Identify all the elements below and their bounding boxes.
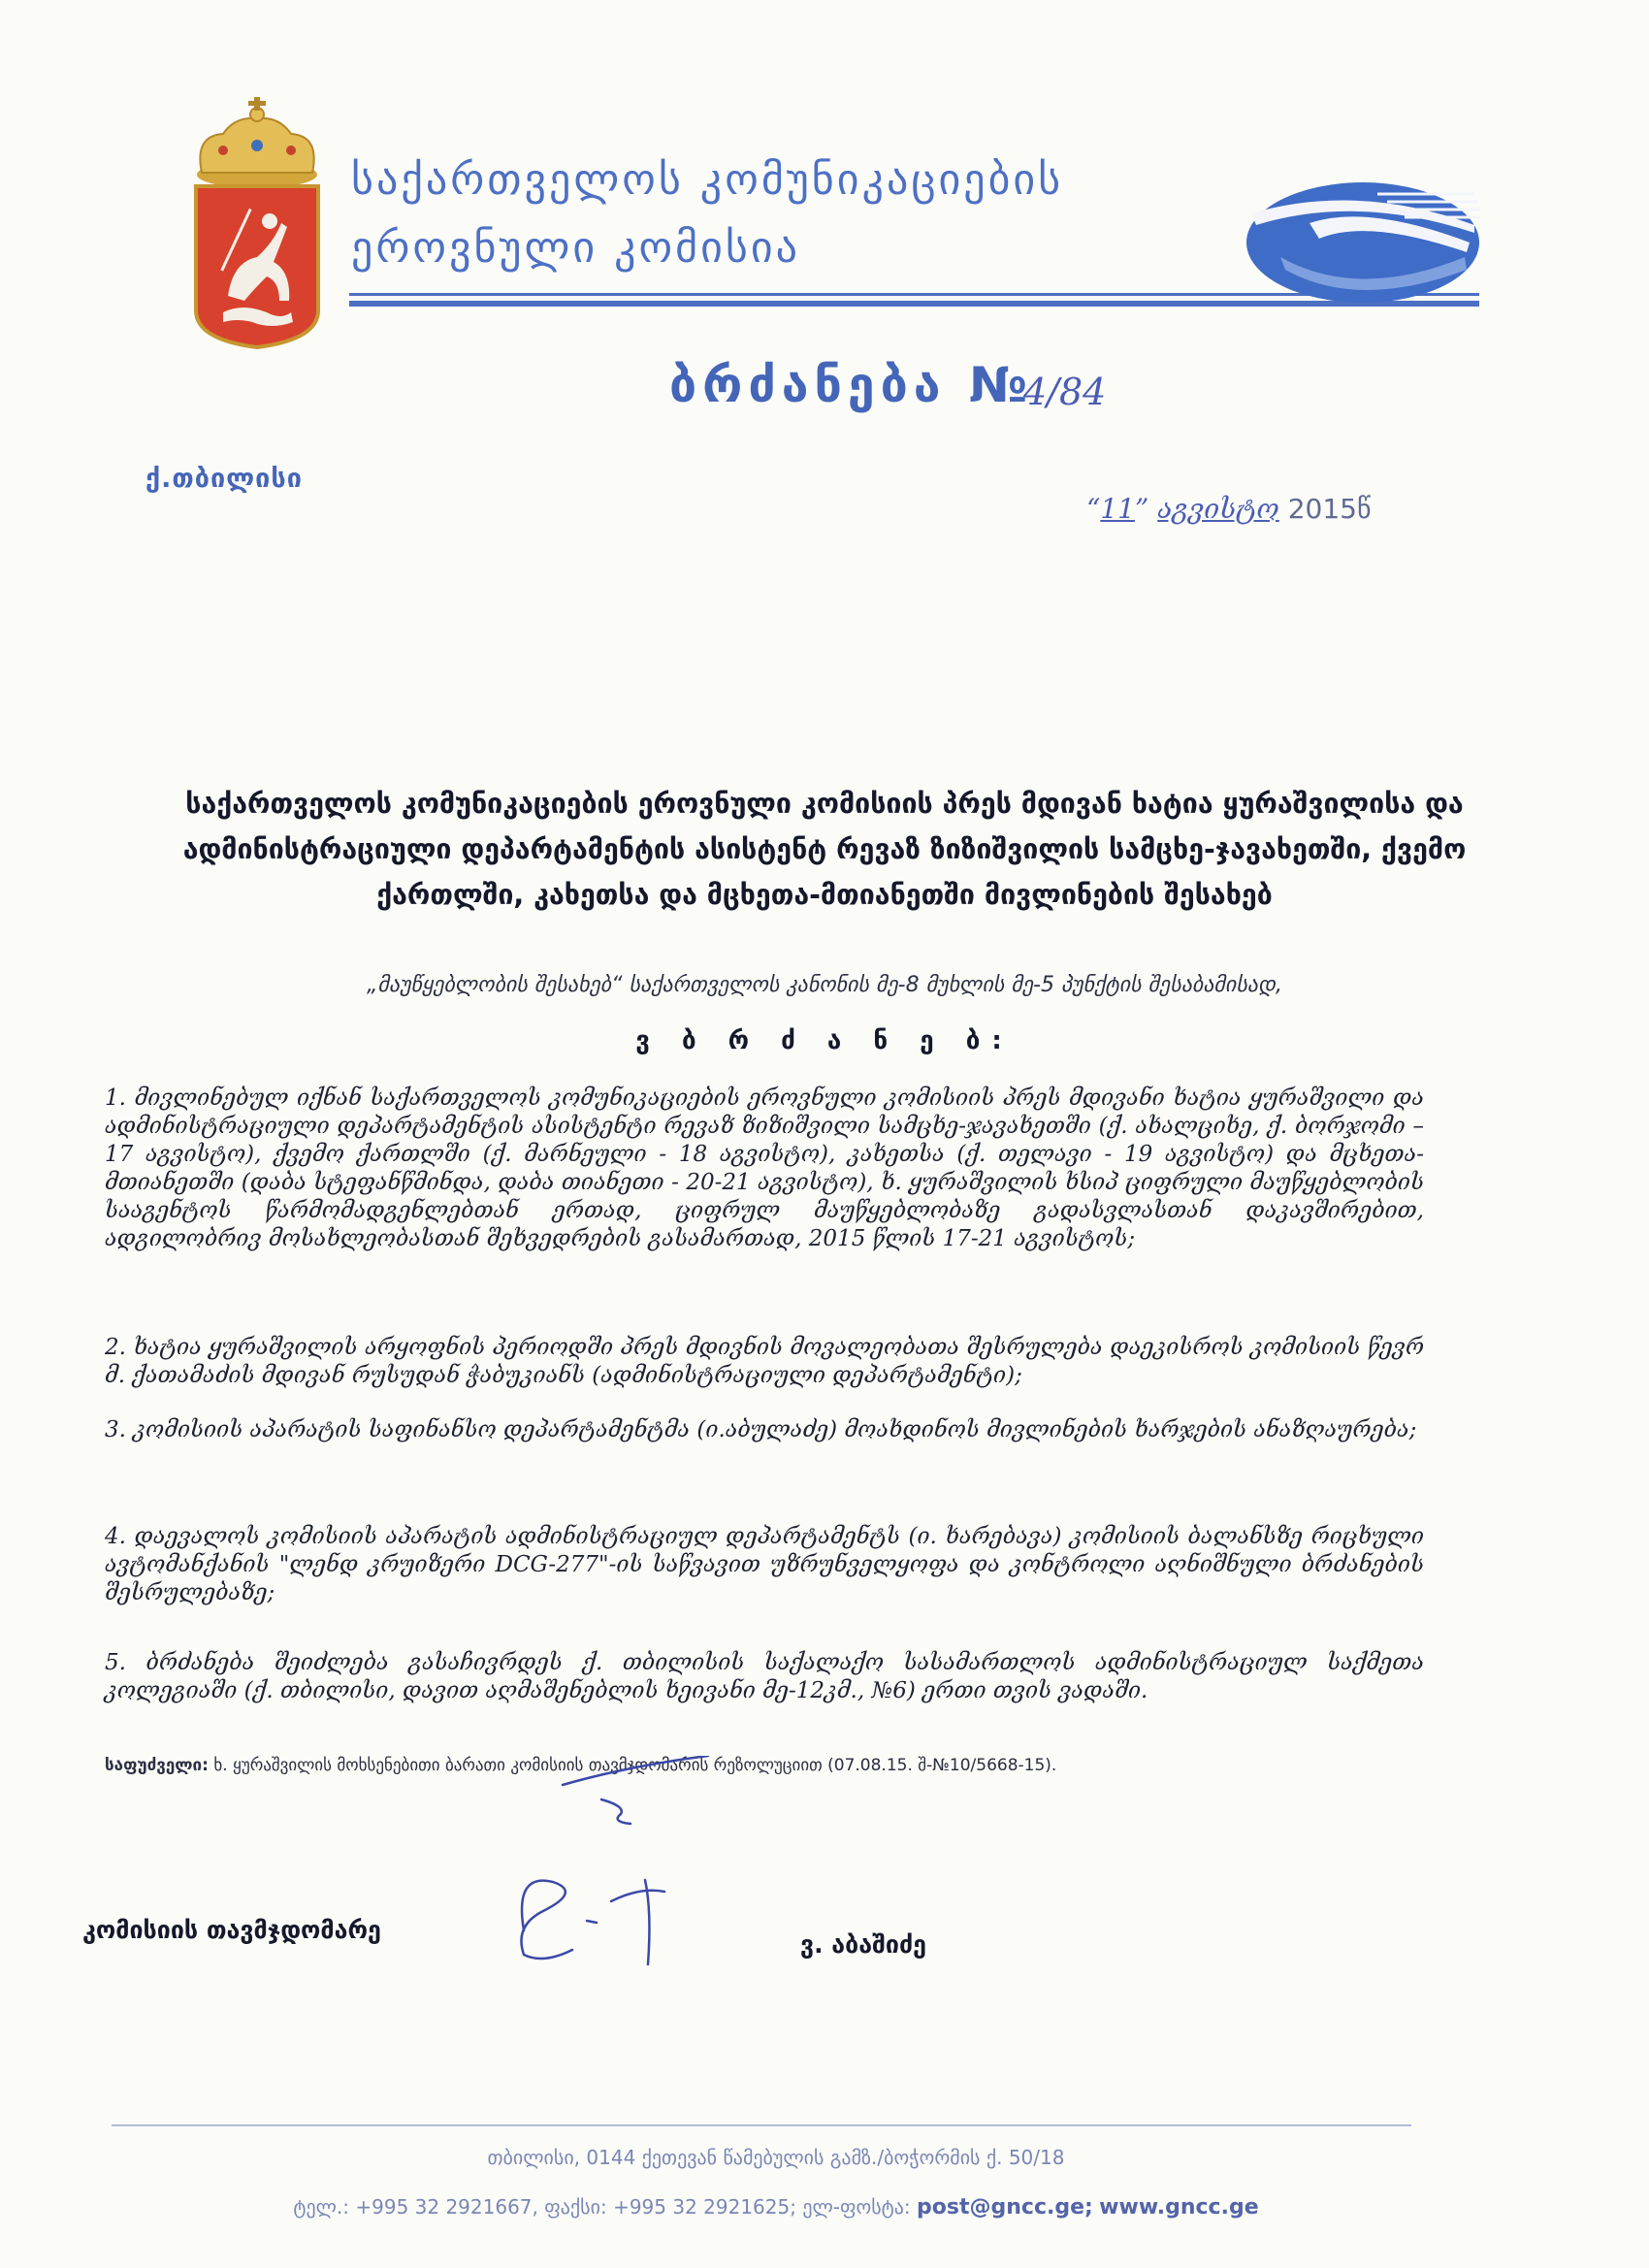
heading-line-3: ქართლში, კახეთსა და მცხეთა-მთიანეთში მივლინების შესახებ [376, 879, 1273, 911]
footer-address: თბილისი, 0144 ქეთევან წამებულის გამზ./ბოჭორმის ქ. 50/18 [487, 2146, 1065, 2169]
order-word: ვ ბ რ ძ ა ნ ე ბ: [635, 1026, 1014, 1055]
date-month: აგვისტო [1157, 493, 1279, 525]
city-label: ქ.თბილისი [146, 464, 303, 494]
heading-line-1: საქართველოს კომუნიკაციების ეროვნული კომისიის პრეს მდივან ხატია ყურაშვილისა და [185, 788, 1464, 820]
footer-contacts [146, 2195, 1406, 2219]
date-close-quote: ” [1134, 493, 1149, 525]
fax-label: ფაქსი: [544, 2195, 607, 2219]
order-item-3: 3. კომისიის აპარატის საფინანსო დეპარტამენტმა (ი.აბულაძე) მოახდინოს მივლინების ხარჯების ანაზღაურება; [105, 1417, 1417, 1442]
legal-basis: „მაუწყებლობის შესახებ“ საქართველოს კანონის მე-8 მუხლის მე-5 პუნქტის შესაბამისად, [367, 973, 1282, 997]
handwritten-signature [485, 1756, 776, 1998]
email-link[interactable]: post@gncc.ge; [917, 2195, 1093, 2219]
chairman-title: კომისიის თავმჯდომარე [82, 1916, 381, 1944]
website-link[interactable]: www.gncc.ge [1099, 2195, 1259, 2219]
date-open-quote: “ [1086, 493, 1101, 525]
phone-number: +995 32 2921667, [355, 2195, 538, 2219]
order-item-5: 5. ბრძანება შეიძლება გასაჩივრდეს ქ. თბილისის საქალაქო სასამართლოს ადმინისტრაციულ საქმეთა კოლეგიაში (ქ. თბილისი, დავით აღმაშენებლის ხეივანი მე-12კმ., №6) ერთი თვის ვადაში. [105, 1650, 1424, 1703]
fax-number: +995 32 2921625; [613, 2195, 796, 2219]
date-day: 11 [1100, 493, 1135, 525]
chairman-name: ვ. აბაშიძე [800, 1930, 927, 1959]
heading-line-2: ადმინისტრაციული დეპარტამენტის ასისტენტ რევაზ ზიზიშვილის სამცხე-ჯავახეთში, ქვემო [182, 833, 1467, 865]
coat-of-arms-emblem [184, 97, 330, 349]
order-item-4: 4. დაევალოს კომისიის აპარატის ადმინისტრაციულ დეპარტამენტს (ი. ხარებავა) კომისიის ბალანსზე რიცხული ავტომანქანის "ლენდ კრუიზერი DCG-277"-ის საწვავით უზრუნველყოფა და კონტროლი აღნიშნული ბრძანების შესრულებაზე; [105, 1524, 1424, 1605]
basis-note-text: ხ. ყურაშვილის მოხსენებითი ბარათი კომისიის თავმჯდომარის რეზოლუციით (07.08.15. შ-№10/5668-15). [208, 1756, 1057, 1775]
phone-label: ტელ.: [293, 2195, 349, 2219]
order-subject-heading [146, 781, 1504, 918]
order-item-2: 2. ხატია ყურაშვილის არყოფნის პერიოდში პრეს მდივნის მოვალეობათა შესრულება დაეკისროს კომისიის წევრ მ. ქათამაძის მდივან რუსუდან ჭაბუკიანს (ადმინისტრაციული დეპარტამენტი); [105, 1335, 1424, 1388]
order-date [1086, 493, 1371, 525]
order-item-1: 1. მივლინებულ იქნან საქართველოს კომუნიკაციების ეროვნული კომისიის პრეს მდივანი ხატია ყურაშვილი და ადმინისტრაციული დეპარტამენტის ასისტენტი რევაზ ზიზიშვილი სამცხე-ჯავახეთში (ქ. ახალციხე, ქ. ბორჯომი – 17 აგვისტო), ქვემო ქართლში (ქ. მარნეული - 18 აგვისტო), კახეთსა (ქ. თელავი - 19 აგვისტო) და მცხეთა-მთიანეთში (დაბა სტეფანწმინდა, დაბა თიანეთი - 20-21 აგვისტო), ხ. ყურაშვილის ხსიპ ციფრული მაუწყებლობის სააგენტოს წარმომადგენლებთან ერთად, ციფრულ მაუწყებლობაზე გადასვლასთან დაკავშირებით, ადგილობრივ მოსახლეობასთან შეხვედრების გასამართად, 2015 წლის 17-21 აგვისტოს; [105, 1085, 1424, 1251]
basis-note-label: საფუძველი: [105, 1756, 209, 1775]
order-number: 4/84 [1023, 371, 1107, 413]
footer-rule [112, 2124, 1411, 2126]
org-name-line1: საქართველოს კომუნიკაციების [351, 155, 1064, 205]
gncc-logo-icon [1242, 165, 1484, 310]
email-label: ელ-ფოსტა: [802, 2195, 911, 2219]
org-name-line2: ეროვნული კომისია [351, 223, 800, 273]
date-year: 2015წ [1287, 493, 1372, 525]
order-title: ბრძანება № [669, 357, 1034, 413]
